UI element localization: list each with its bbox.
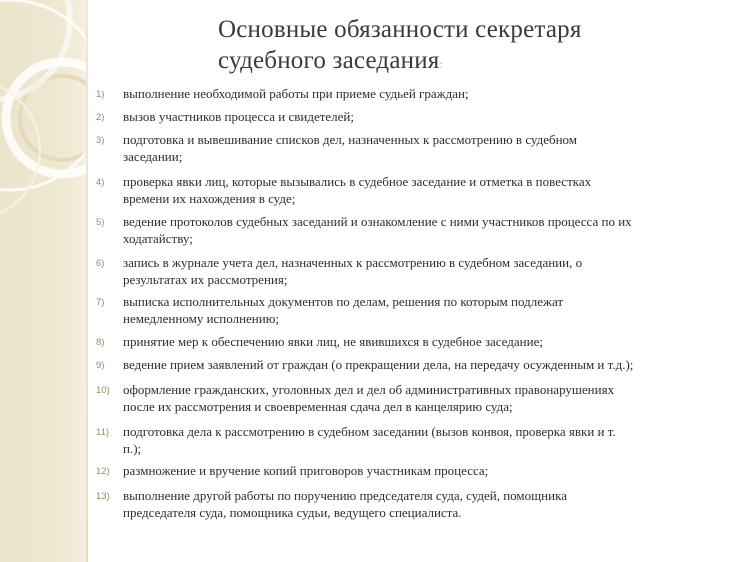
duty-text: выписка исполнительных документов по делам, решения по которым подлежат немедленному исполнению; bbox=[123, 294, 564, 326]
duty-text: вызов участников процесса и свидетелей; bbox=[123, 109, 354, 124]
duty-text: подготовка дела к рассмотрению в судебном заседании (вызов конвоя, проверка явки и т. п.); bbox=[123, 424, 616, 456]
duty-text: ведение протоколов судебных заседаний и ознакомление с ними участников процесса по их ходатайству; bbox=[123, 214, 632, 246]
duty-number: 2) bbox=[96, 112, 105, 123]
duty-number: 6) bbox=[96, 258, 105, 269]
duty-number: 4) bbox=[96, 177, 105, 188]
duty-text: оформление гражданских, уголовных дел и дел об административных правонарушениях после их рассмотрения и своевременная сдача дел в канцелярию суда; bbox=[123, 382, 615, 414]
duty-number: 11) bbox=[96, 427, 110, 438]
title-line-1: Основные обязанности секретаря bbox=[218, 16, 582, 43]
duty-number: 7) bbox=[96, 297, 105, 308]
duty-number: 5) bbox=[96, 217, 105, 228]
duty-number: 12) bbox=[96, 466, 110, 477]
duty-text: выполнение необходимой работы при приеме судьей граждан; bbox=[123, 86, 469, 101]
duty-text: размножение и вручение копий приговоров участникам процесса; bbox=[123, 463, 489, 478]
duty-text: проверка явки лиц, которые вызывались в судебное заседание и отметка в повестках времени их нахождения в суде; bbox=[123, 174, 592, 206]
duty-number: 8) bbox=[96, 337, 105, 348]
duty-number: 3) bbox=[96, 135, 105, 146]
duty-text: выполнение другой работы по поручению председателя суда, судей, помощника председателя суда, помощника судьи, ведущего специалиста. bbox=[123, 488, 567, 520]
title-line-2-text: судебного заседания bbox=[218, 47, 440, 74]
title-colon: : bbox=[439, 57, 444, 71]
duty-text: принятие мер к обеспечению явки лиц, не явившихся в судебное заседание; bbox=[123, 334, 543, 349]
duty-text: ведение прием заявлений от граждан (о прекращении дела, на передачу осужденным и т.д.); bbox=[123, 357, 634, 372]
duty-number: 10) bbox=[96, 385, 110, 396]
duty-text: запись в журнале учета дел, назначенных к рассмотрению в судебном заседании, о результатах их рассмотрения; bbox=[123, 255, 583, 287]
duty-text: подготовка и вывешивание списков дел, назначенных к рассмотрению в судебном заседании; bbox=[123, 132, 578, 164]
duty-number: 9) bbox=[96, 360, 105, 371]
duty-number: 1) bbox=[96, 89, 105, 100]
duty-number: 13) bbox=[96, 491, 110, 502]
